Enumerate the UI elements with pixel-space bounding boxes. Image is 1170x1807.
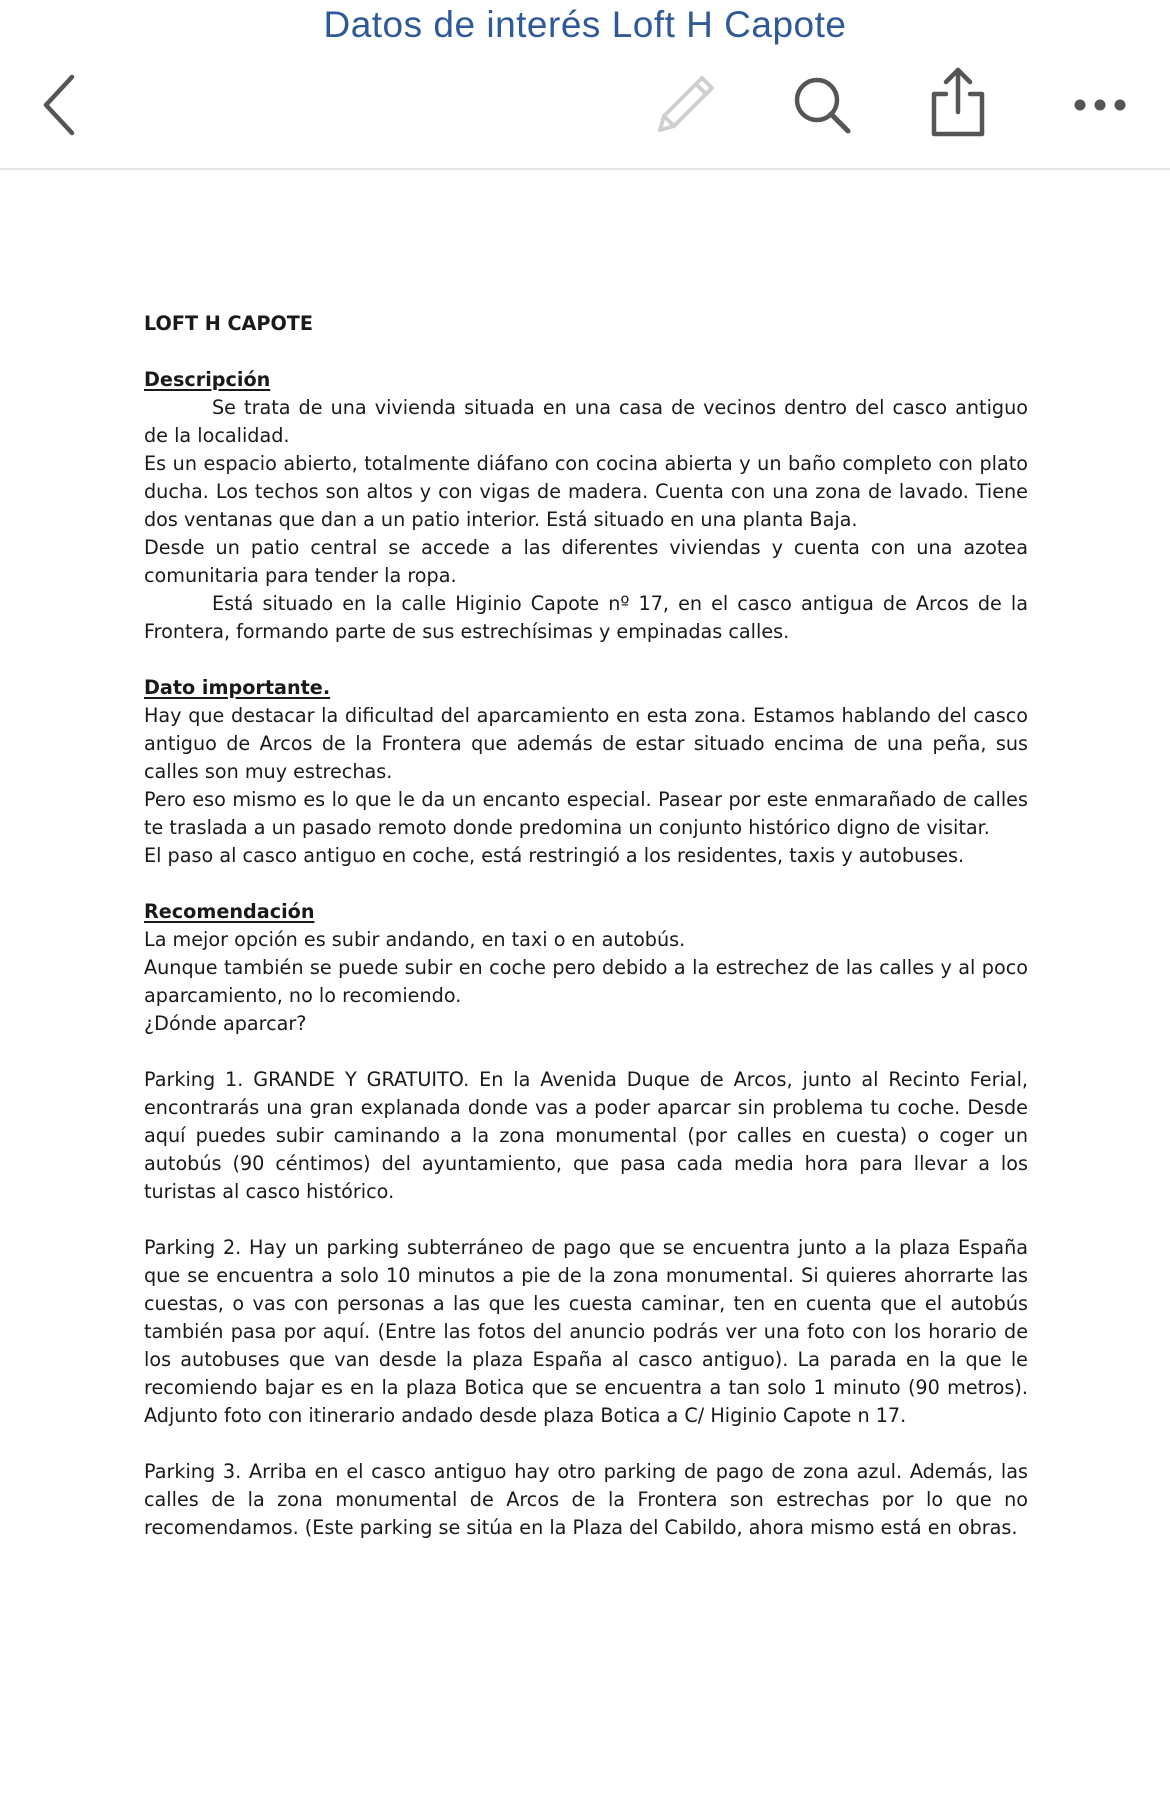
- paragraph-parking-3: Parking 3. Arriba en el casco antiguo hay otro parking de pago de zona azul. Además, las calles de la zona monumental de Arcos de la Frontera son estrechas por lo que no recomendamos. (Este parking se sitúa en la Plaza del Cabildo, ahora mismo está en obras.: [144, 1460, 1028, 1539]
- document-title-bar: Datos de interés Loft H Capote: [323, 4, 847, 45]
- share-button[interactable]: [918, 66, 998, 136]
- document-heading: LOFT H CAPOTE: [144, 312, 313, 335]
- edit-button[interactable]: [645, 70, 725, 140]
- section-heading-recomendacion: Recomendación: [144, 900, 315, 923]
- paragraph-parking-1: Parking 1. GRANDE Y GRATUITO. En la Avenida Duque de Arcos, junto al Recinto Ferial, encontrarás una gran explanada donde vas a poder aparcar sin problema tu coche. Desde aquí puedes subir caminando a la zona monumental (por calles en cuesta) o coger un autobús (90 céntimos) del ayuntamiento, que pasa cada media hora para llevar a los turistas al casco histórico.: [144, 1068, 1028, 1203]
- paragraph: Desde un patio central se accede a las diferentes viviendas y cuenta con una azotea comunitaria para tender la ropa.: [144, 536, 1028, 587]
- paragraph: Es un espacio abierto, totalmente diáfano con cocina abierta y un baño completo con plato ducha. Los techos son altos y con vigas de madera. Cuenta con una zona de lavado. Tiene dos ventanas que dan a un patio interior. Está situado en una planta Baja.: [144, 452, 1028, 531]
- top-toolbar: [0, 0, 1170, 170]
- paragraph: Aunque también se puede subir en coche pero debido a la estrechez de las calles y al poco aparcamiento, no lo recomiendo.: [144, 956, 1028, 1007]
- search-icon: [790, 73, 854, 137]
- paragraph: La mejor opción es subir andando, en taxi o en autobús.: [144, 928, 686, 951]
- paragraph: ¿Dónde aparcar?: [144, 1012, 307, 1035]
- pencil-icon: [652, 72, 718, 138]
- section-heading-descripcion: Descripción: [144, 368, 271, 391]
- more-button[interactable]: [1060, 70, 1140, 140]
- share-icon: [926, 64, 990, 138]
- back-button[interactable]: [30, 70, 90, 140]
- search-button[interactable]: [782, 70, 862, 140]
- paragraph: Pero eso mismo es lo que le da un encanto especial. Pasear por este enmarañado de calles te traslada a un pasado remoto donde predomina un conjunto histórico digno de visitar.: [144, 788, 1028, 839]
- paragraph: Hay que destacar la dificultad del aparcamiento en esta zona. Estamos hablando del casco antiguo de Arcos de la Frontera que además de estar situado encima de una peña, sus calles son muy estrechas.: [144, 704, 1028, 783]
- chevron-left-icon: [40, 73, 80, 137]
- paragraph: Está situado en la calle Higinio Capote nº 17, en el casco antigua de Arcos de la Frontera, formando parte de sus estrechísimas y empinadas calles.: [144, 592, 1028, 643]
- document-page: [144, 310, 1028, 1542]
- section-heading-dato-importante: Dato importante.: [144, 676, 331, 699]
- paragraph: El paso al casco antiguo en coche, está restringió a los residentes, taxis y autobuses.: [144, 844, 965, 867]
- paragraph-parking-2: Parking 2. Hay un parking subterráneo de pago que se encuentra junto a la plaza España que se encuentra a solo 10 minutos a pie de la zona monumental. Si quieres ahorrarte las cuestas, o vas con personas a las que les cuesta caminar, ten en cuenta que el autobús también pasa por aquí. (Entre las fotos del anuncio podrás ver una foto con los horario de los autobuses que van desde la plaza España al casco antiguo). La parada en la que le recomiendo bajar es en la plaza Botica que se encuentra a tan solo 1 minuto (90 metros). Adjunto foto con itinerario andado desde plaza Botica a C/ Higinio Capote n 17.: [144, 1236, 1028, 1427]
- paragraph: Se trata de una vivienda situada en una casa de vecinos dentro del casco antiguo de la localidad.: [144, 396, 1028, 447]
- more-horizontal-icon: [1072, 97, 1128, 113]
